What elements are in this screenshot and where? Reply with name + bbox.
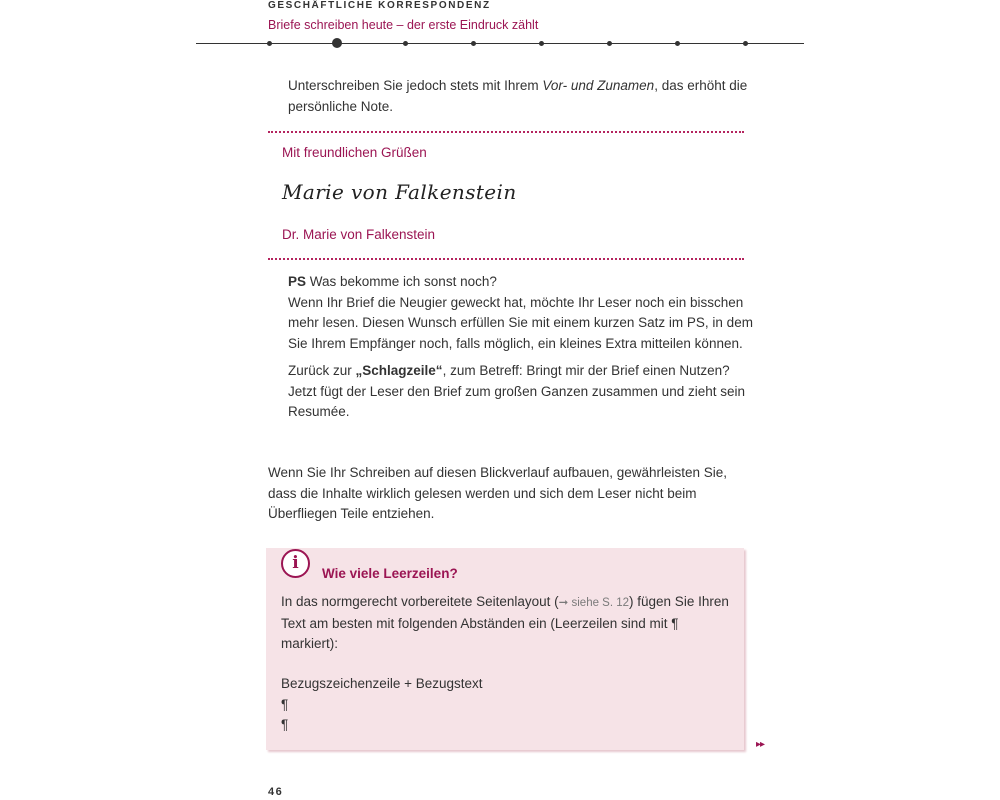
- header-rule: [196, 36, 804, 50]
- rule-dot: [471, 41, 476, 46]
- page-number: 46: [268, 786, 284, 798]
- rule-dot: [675, 41, 680, 46]
- rule-dot-current: [332, 38, 342, 48]
- ps-back-text: Zurück zur: [288, 363, 356, 378]
- handwritten-signature: Marie von Falkenstein: [282, 180, 517, 204]
- dotted-divider-bottom: [268, 258, 744, 260]
- intro-italic: Vor- und Zunamen: [542, 78, 655, 93]
- rule-dot: [403, 41, 408, 46]
- pilcrow-line: ¶: [281, 696, 289, 712]
- info-text-end: ) fügen Sie Ihren Text am besten mit folgenden Abständen ein (Leerzeilen sind mit ¶ markiert):: [281, 594, 729, 651]
- typed-name: Dr. Marie von Falkenstein: [282, 227, 436, 242]
- ps-back-bold: „Schlagzeile“: [355, 363, 443, 378]
- ps-label: PS: [288, 274, 307, 289]
- page-reference-link[interactable]: ➞ siehe S. 12: [558, 597, 630, 609]
- closing-greeting: Mit freundlichen Grüßen: [282, 145, 427, 160]
- running-header-subtitle: Briefe schreiben heute – der erste Eindruck zählt: [268, 18, 539, 32]
- ps-back-text-end: , zum Betreff: Bringt mir der Brief einen Nutzen? Jetzt fügt der Leser den Brief zum großen Ganzen zusammen und zieht sein Resumée.: [288, 363, 745, 419]
- info-box-title: Wie viele Leerzeilen?: [322, 566, 458, 581]
- info-text: In das normgerecht vorbereitete Seitenlayout (: [281, 594, 559, 609]
- info-box-text: [281, 592, 737, 655]
- ps-section: [288, 272, 754, 423]
- continue-arrow-icon: ▸▸: [756, 739, 765, 750]
- rule-dot: [607, 41, 612, 46]
- running-header-section: GESCHÄFTLICHE KORRESPONDENZ: [268, 0, 491, 11]
- intro-text-end: , das erhöht die persönliche Note.: [288, 78, 748, 114]
- pilcrow-line: ¶: [281, 717, 289, 732]
- example-line: Bezugszeichenzeile + Bezugstext: [281, 676, 483, 691]
- dotted-divider-top: [268, 131, 744, 133]
- ps-text: Wenn Ihr Brief die Neugier geweckt hat, möchte Ihr Leser noch ein bisschen mehr lesen. Diesen Wunsch erfüllen Sie mit einem kurzen Satz im PS, in dem Sie Ihrem Empfänger noch, falls möglich, ein kleines Extra mitteilen können.: [288, 294, 753, 351]
- intro-paragraph: [288, 76, 754, 117]
- info-icon: i: [281, 549, 310, 578]
- body-paragraph: Wenn Sie Ihr Schreiben auf diesen Blickverlauf aufbauen, gewährleisten Sie, dass die Inhalte wirklich gelesen werden und sich dem Leser nicht beim Überfliegen Teile entziehen.: [268, 465, 728, 521]
- info-box-example: [281, 674, 737, 736]
- ps-question: Was bekomme ich sonst noch?: [306, 274, 497, 289]
- rule-dot: [539, 41, 544, 46]
- intro-text: Unterschreiben Sie jedoch stets mit Ihrem: [288, 78, 543, 93]
- rule-dot: [743, 41, 748, 46]
- rule-dot: [267, 41, 272, 46]
- header-rule-line: [196, 43, 804, 44]
